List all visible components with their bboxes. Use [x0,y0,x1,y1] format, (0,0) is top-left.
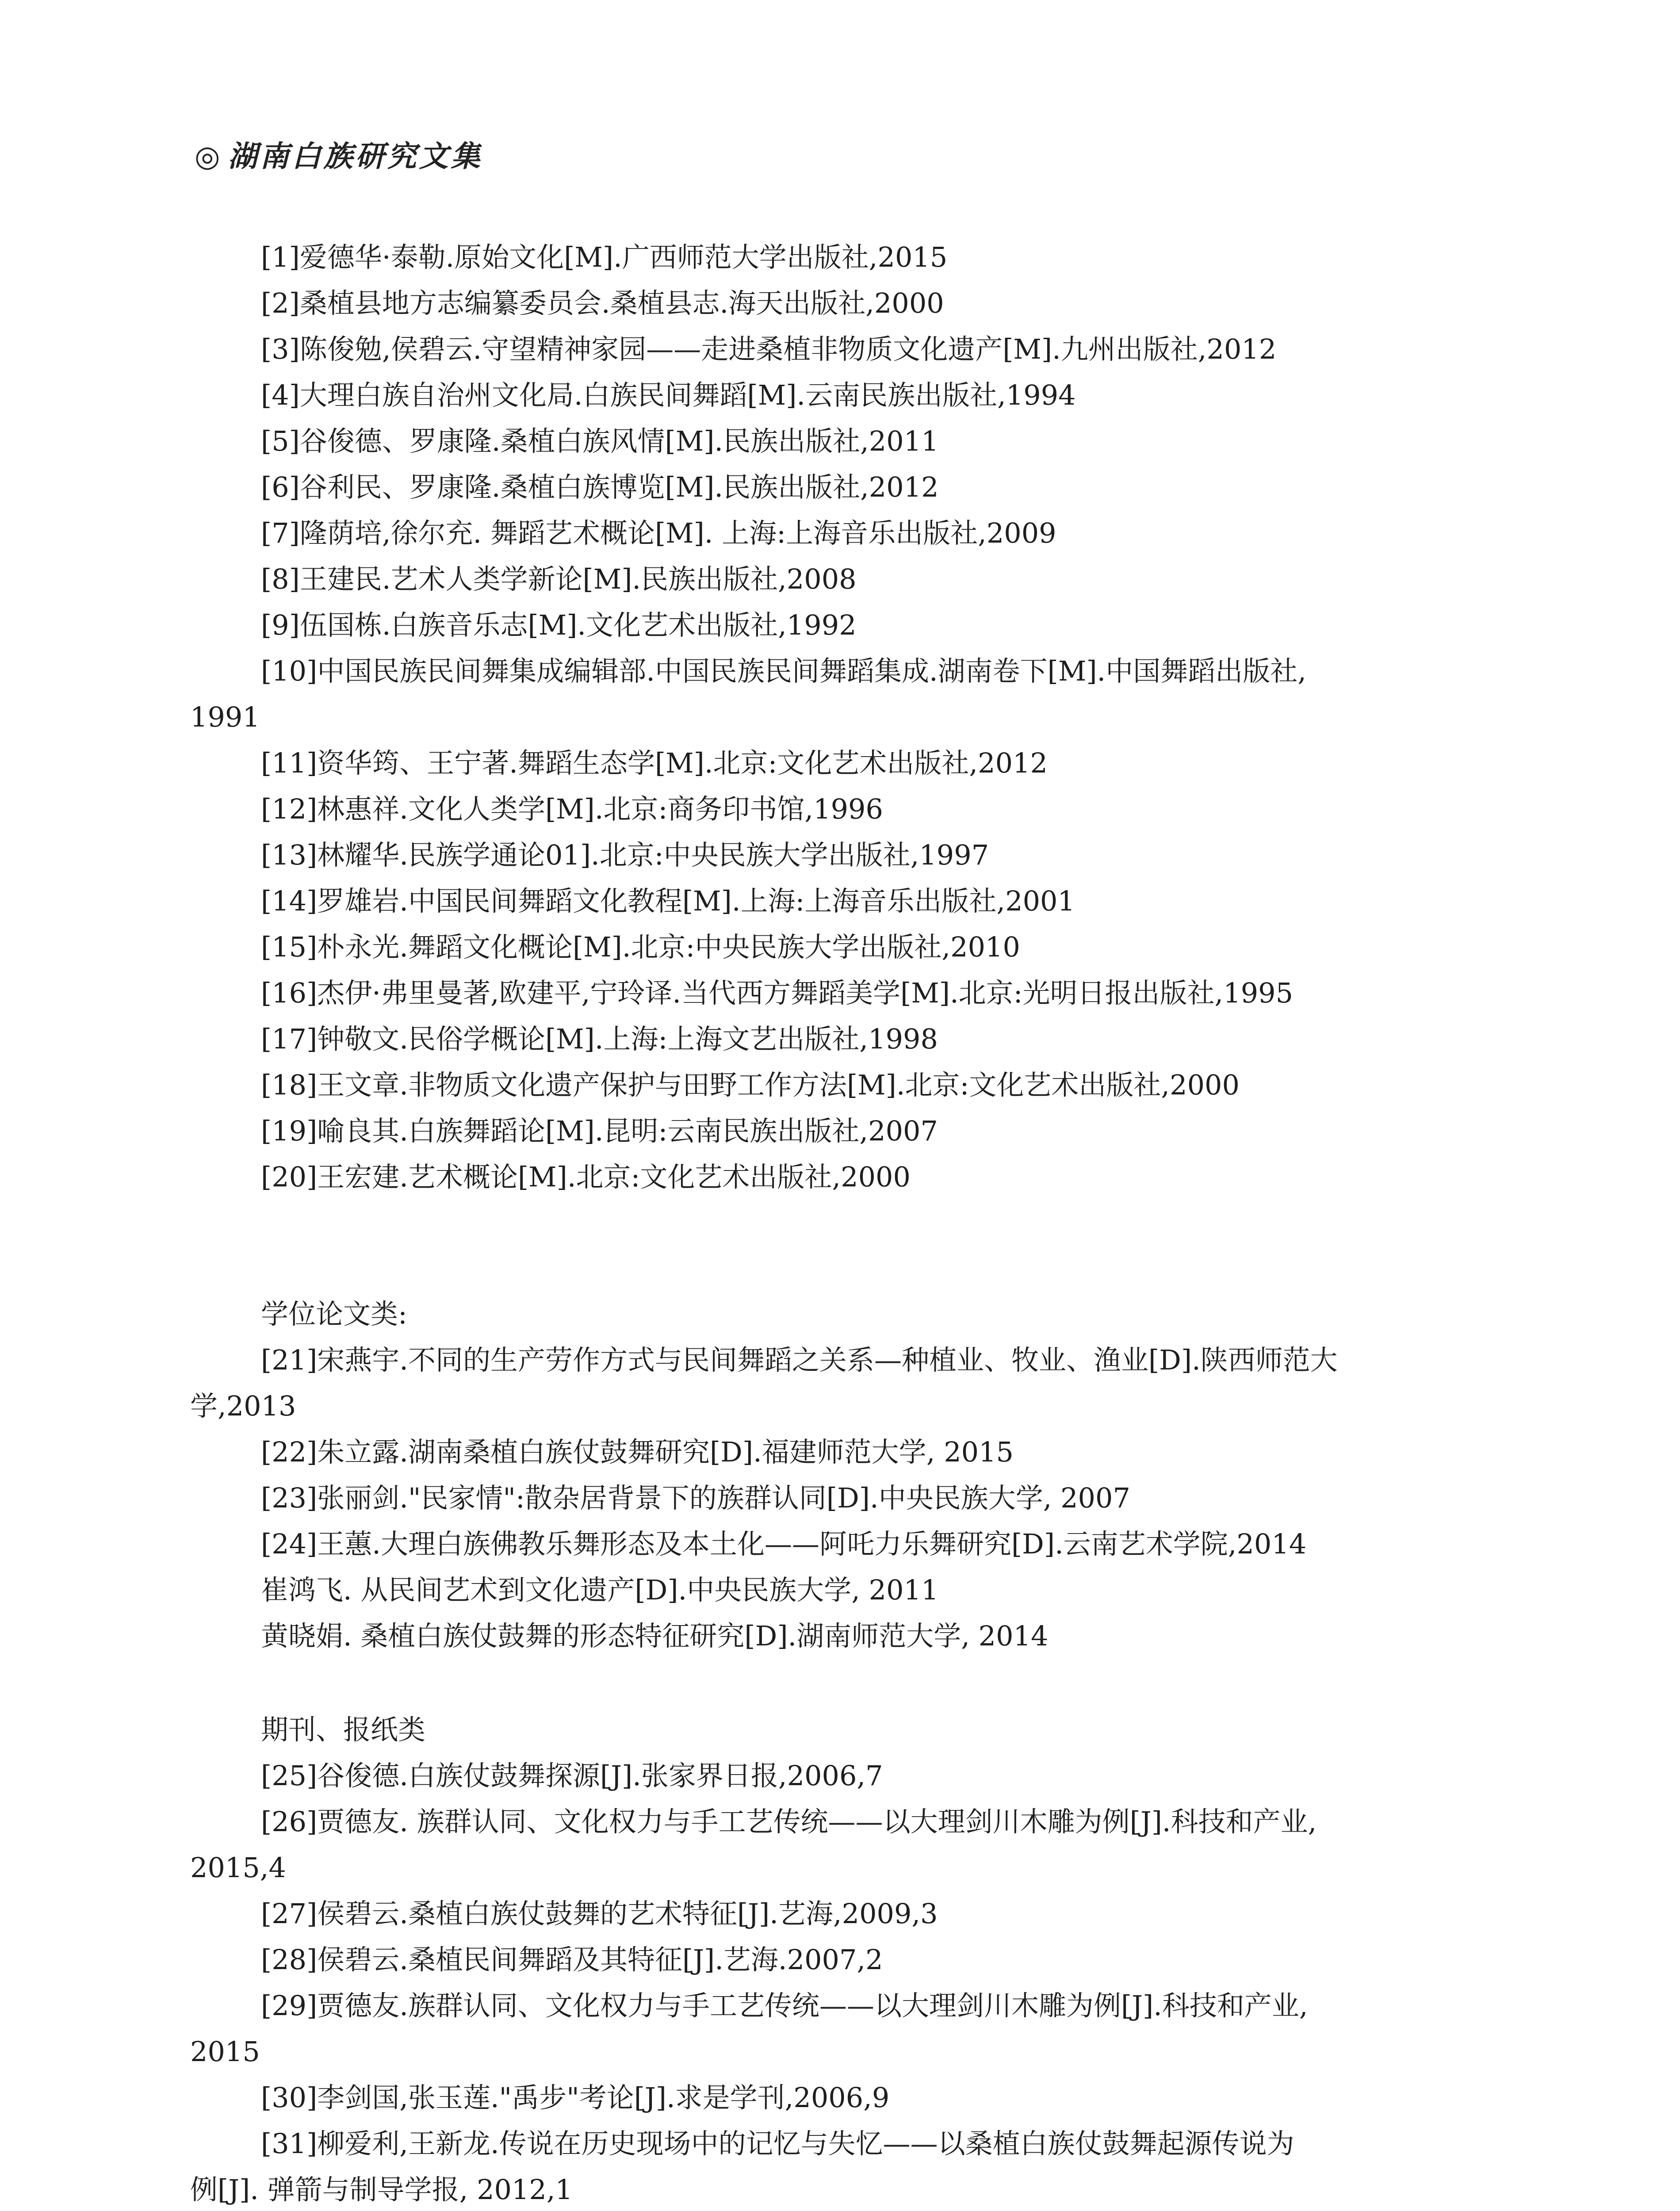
reference-item: [20]王宏建.艺术概论[M].北京:文化艺术出版社,2000 [261,1161,911,1193]
reference-item: [12]林惠祥.文化人类学[M].北京:商务印书馆,1996 [261,793,883,825]
reference-item: [30]李剑国,张玉莲."禹步"考论[J].求是学刊,2006,9 [261,2081,890,2114]
circle-mark-icon: ◎ [195,139,223,173]
reference-item: [28]侯碧云.桑植民间舞蹈及其特征[J].艺海.2007,2 [261,1943,883,1976]
reference-item: [25]谷俊德.白族仗鼓舞探源[J].张家界日报,2006,7 [261,1760,883,1792]
reference-item: [16]杰伊·弗里曼著,欧建平,宁玲译.当代西方舞蹈美学[M].北京:光明日报出版社,1995 [261,977,1293,1009]
reference-item: [24]王蕙.大理白族佛教乐舞形态及本土化——阿吒力乐舞研究[D].云南艺术学院,2014 [261,1528,1307,1560]
reference-item: [4]大理白族自治州文化局.白族民间舞蹈[M].云南民族出版社,1994 [261,379,1076,411]
reference-item: [23]张丽剑."民家情":散杂居背景下的族群认同[D].中央民族大学, 2007 [261,1482,1130,1514]
section-heading-theses: 学位论文类: [261,1298,407,1330]
reference-item: [18]王文章.非物质文化遗产保护与田野工作方法[M].北京:文化艺术出版社,2000 [261,1069,1240,1101]
reference-item: [1]爱德华·泰勒.原始文化[M].广西师范大学出版社,2015 [261,241,948,273]
reference-item: [31]柳爱利,王新龙.传说在历史现场中的记忆与失忆——以桑植白族仗鼓舞起源传说为 例[J]. 弹箭与制导学报, 2012,1 [190,2127,1294,2206]
reference-item: [15]朴永光.舞蹈文化概论[M].北京:中央民族大学出版社,2010 [261,931,1020,963]
reference-item: [19]喻良其.白族舞蹈论[M].昆明:云南民族出版社,2007 [261,1115,938,1147]
reference-item: [11]资华筠、王宁著.舞蹈生态学[M].北京:文化艺术出版社,2012 [261,747,1048,779]
reference-item: [3]陈俊勉,侯碧云.守望精神家园——走进桑植非物质文化遗产[M].九州出版社,2012 [261,333,1277,365]
running-header [195,133,483,175]
reference-item: [13]林耀华.民族学通论01].北京:中央民族大学出版社,1997 [261,839,989,871]
reference-item: [29]贾德友.族群认同、文化权力与手工艺传统——以大理剑川木雕为例[J].科技和产业, 2015 [190,1989,1308,2068]
reference-item: [5]谷俊德、罗康隆.桑植白族风情[M].民族出版社,2011 [261,425,939,457]
reference-item: [6]谷利民、罗康隆.桑植白族博览[M].民族出版社,2012 [261,471,939,503]
reference-item: [21]宋燕宇.不同的生产劳作方式与民间舞蹈之关系—种植业、牧业、渔业[D].陕西师范大 学,2013 [190,1344,1338,1422]
reference-item: [8]王建民.艺术人类学新论[M].民族出版社,2008 [261,563,857,595]
reference-item: [14]罗雄岩.中国民间舞蹈文化教程[M].上海:上海音乐出版社,2001 [261,885,1075,917]
reference-item: [17]钟敬文.民俗学概论[M].上海:上海文艺出版社,1998 [261,1023,938,1055]
reference-item: 黄晓娟. 桑植白族仗鼓舞的形态特征研究[D].湖南师范大学, 2014 [261,1620,1049,1652]
section-heading-journals: 期刊、报纸类 [261,1714,426,1746]
reference-item: [22]朱立露.湖南桑植白族仗鼓舞研究[D].福建师范大学, 2015 [261,1436,1014,1468]
reference-item: [10]中国民族民间舞集成编辑部.中国民族民间舞蹈集成.湖南卷下[M].中国舞蹈出版社, 1991 [190,655,1306,733]
reference-item: [26]贾德友. 族群认同、文化权力与手工艺传统——以大理剑川木雕为例[J].科技和产业, 2015,4 [190,1806,1317,1884]
reference-item: 崔鸿飞. 从民间艺术到文化遗产[D].中央民族大学, 2011 [261,1574,939,1606]
reference-item: [9]伍国栋.白族音乐志[M].文化艺术出版社,1992 [261,609,857,641]
reference-item: [2]桑植县地方志编纂委员会.桑植县志.海天出版社,2000 [261,287,944,319]
reference-item: [7]隆荫培,徐尔充. 舞蹈艺术概论[M]. 上海:上海音乐出版社,2009 [261,517,1056,549]
reference-item: [27]侯碧云.桑植白族仗鼓舞的艺术特征[J].艺海,2009,3 [261,1897,938,1930]
book-title: 湖南白族研究文集 [228,139,483,173]
